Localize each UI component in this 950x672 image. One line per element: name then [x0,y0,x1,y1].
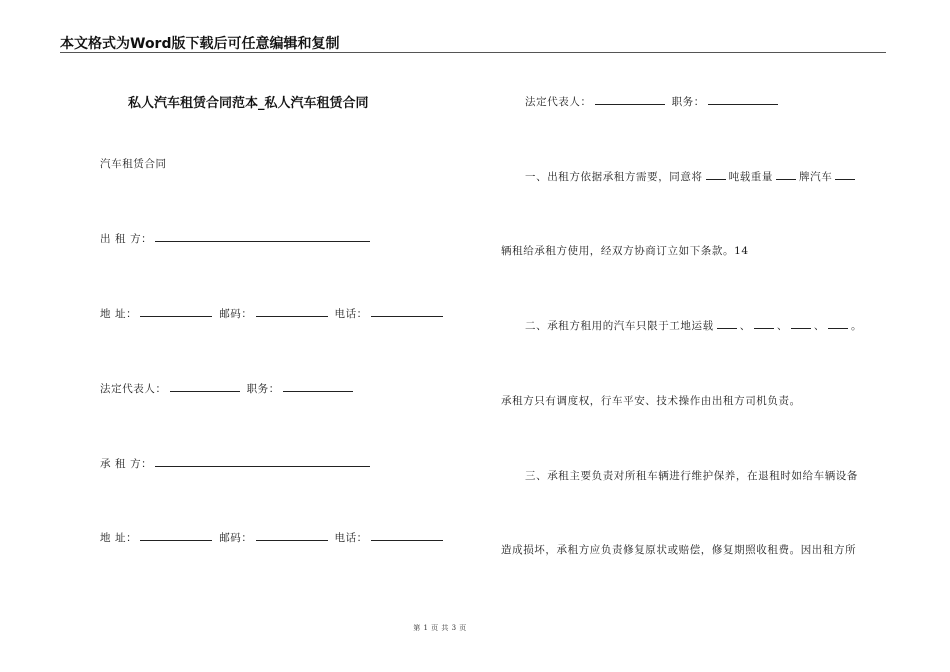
lessee-label: 承 租 方： [100,458,153,470]
clause-1-text-b: 吨载重量 [728,171,774,183]
clause-2-text: 二、承租方租用的汽车只限于工地运载 [525,320,714,332]
lessor-blank [155,231,370,242]
page-number: 第 1 页 共 3 页 [413,624,467,632]
clause-1-continued: 辆租给承租方使用，经双方协商订立如下条款。14 [501,245,749,257]
lessor-label: 出 租 方： [100,233,153,245]
cargo-blank-3 [791,318,811,329]
separator-3: 、 [813,320,826,332]
right-rep-blank [595,94,665,105]
clause-1-text-a: 一、出租方依据承租方需要，同意将 [525,171,703,183]
address2-label: 地 址： [100,532,138,544]
lessee-address-line [100,530,446,545]
clause-3-continued: 造成损坏，承租方应负责修复原状或赔偿，修复期照收租费。因出租方所 [501,544,857,556]
lessee-rep-line [525,94,781,109]
separator-2: 、 [776,320,788,332]
lessor-line [100,231,373,246]
vehicle-count-blank [835,169,855,180]
postcode2-label: 邮码： [219,532,253,544]
address2-blank [140,530,212,541]
document-title: 私人汽车租赁合同范本_私人汽车租赁合同 [128,96,369,111]
tonnage-blank [706,169,726,180]
separator-1: 、 [739,320,751,332]
rep-label: 法定代表人： [100,383,167,395]
postcode2-blank [256,530,328,541]
cargo-blank-4 [828,318,848,329]
lessor-rep-line [100,381,356,396]
cargo-blank-2 [754,318,774,329]
clause-1-text-c: 牌汽车 [799,171,833,183]
position-label: 职务： [246,383,280,395]
address-blank [140,306,212,317]
right-position-label: 职务： [671,96,705,108]
clause-2-end: 。 [851,320,863,332]
clause-2-continued: 承租方只有调度权，行车平安、技术操作由出租方司机负责。 [501,395,801,407]
rep-blank [170,381,240,392]
phone-blank [371,306,443,317]
cargo-blank-1 [717,318,737,329]
postcode-label: 邮码： [219,308,253,320]
contract-heading: 汽车租赁合同 [100,158,167,170]
clause-1 [525,169,858,184]
lessee-line [100,456,373,471]
address-label: 地 址： [100,308,138,320]
lessor-address-line [100,306,446,321]
phone2-blank [371,530,443,541]
clause-2 [525,318,862,333]
download-banner: 本文格式为Word版下载后可任意编辑和复制 [60,36,340,52]
position-blank [283,381,353,392]
right-rep-label: 法定代表人： [525,96,592,108]
postcode-blank [256,306,328,317]
brand-blank [776,169,796,180]
right-position-blank [708,94,778,105]
clause-3: 三、承租主要负责对所租车辆进行维护保养，在退租时如给车辆设备 [525,470,858,482]
phone2-label: 电话： [334,532,368,544]
lessee-blank [155,456,370,467]
header-rule [60,52,886,53]
phone-label: 电话： [334,308,368,320]
